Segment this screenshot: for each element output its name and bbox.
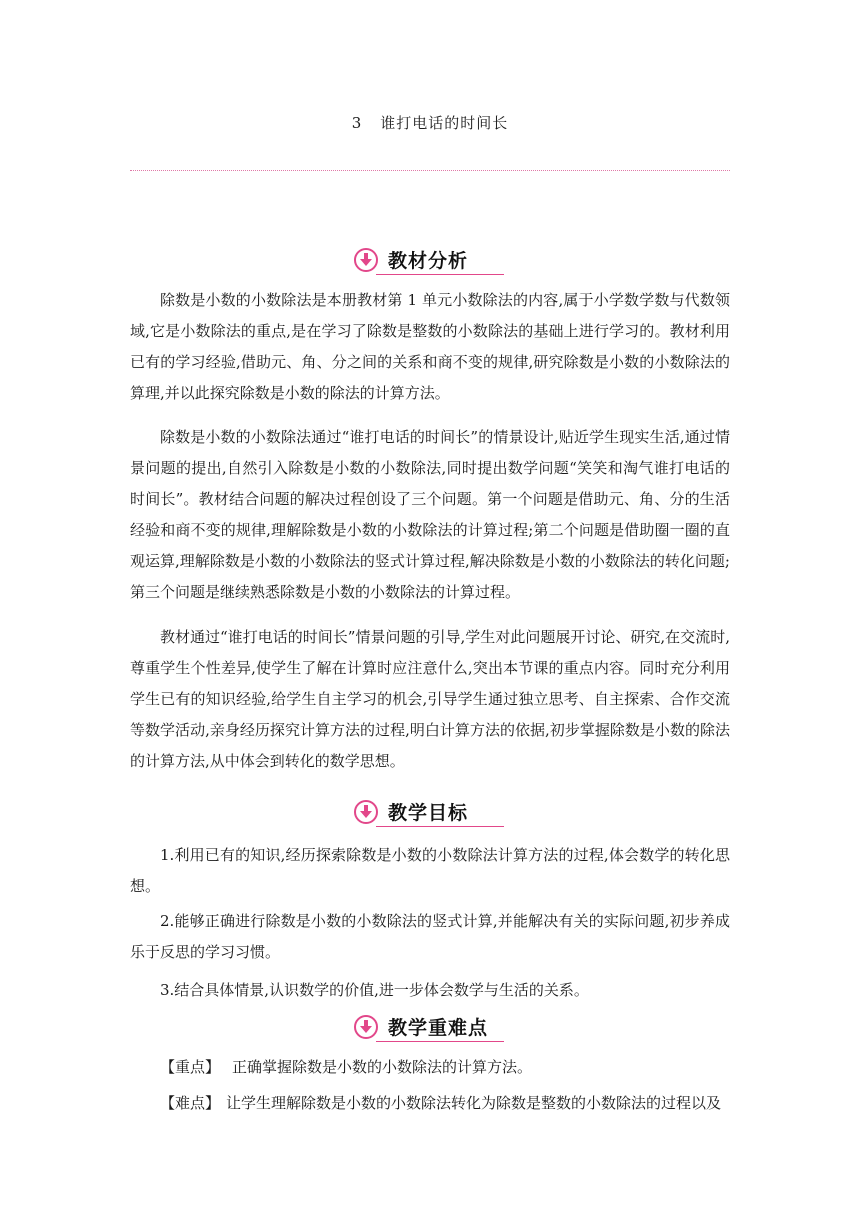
chapter-number: 3 — [351, 114, 363, 132]
key-point-text: 正确掌握除数是小数的小数除法的计算方法。 — [232, 1058, 533, 1076]
goal-item-3: 3.结合具体情景,认识数学的价值,进一步体会数学与生活的关系。 — [160, 981, 589, 999]
goal-item-1: 1.利用已有的知识,经历探索除数是小数的小数除法计算方法的过程,体会数学的转化思想。 — [130, 846, 730, 895]
header-divider — [130, 170, 730, 171]
analysis-paragraph-3: 教材通过“谁打电话的时间长”情景问题的引导,学生对此问题展开讨论、研究,在交流时,尊重学生个性差异,使学生了解在计算时应注意什么,突出本节课的重点内容。同时充分利用学生已有的知识经验,给学生自主学习的机会,引导学生通过独立思考、自主探索、合作交流等数学活动,亲身经历探究计算方法的过程,明白计算方法的依据,初步掌握除数是小数的除法的计算方法,从中体会到转化的数学思想。 — [130, 628, 730, 770]
difficulty-line — [130, 1088, 730, 1119]
section-underline — [376, 826, 504, 827]
section-heading-goals — [354, 798, 504, 828]
down-arrow-icon — [354, 800, 378, 824]
chapter-title-text: 谁打电话的时间长 — [380, 114, 509, 132]
section-underline — [376, 1041, 504, 1042]
down-arrow-icon — [354, 248, 378, 272]
difficulty-label: 【难点】 — [160, 1094, 221, 1112]
key-point-line — [130, 1052, 730, 1083]
analysis-paragraph-2: 除数是小数的小数除法通过“谁打电话的时间长”的情景设计,贴近学生现实生活,通过情景问题的提出,自然引入除数是小数的小数除法,同时提出数学问题“笑笑和淘气谁打电话的时间长”。教材结合问题的解决过程创设了三个问题。第一个问题是借助元、角、分的生活经验和商不变的规律,理解除数是小数的小数除法的计算过程;第二个问题是借助圈一圈的直观运算,理解除数是小数的小数除法的竖式计算过程,解决除数是小数的小数除法的转化问题;第三个问题是继续熟悉除数是小数的小数除法的计算过程。 — [130, 428, 730, 601]
section-underline — [376, 274, 504, 275]
down-arrow-icon — [354, 1015, 378, 1039]
section-heading-key-points — [354, 1013, 504, 1043]
section-title-analysis: 教材分析 — [388, 250, 469, 272]
chapter-title — [0, 112, 860, 133]
section-title-goals: 教学目标 — [388, 802, 469, 824]
key-point-label: 【重点】 — [160, 1058, 221, 1076]
difficulty-text: 让学生理解除数是小数的小数除法转化为除数是整数的小数除法的过程以及 — [226, 1094, 722, 1112]
goal-item-2: 2.能够正确进行除数是小数的小数除法的竖式计算,并能解决有关的实际问题,初步养成乐于反思的学习习惯。 — [130, 912, 730, 961]
analysis-paragraph-1: 除数是小数的小数除法是本册教材第 1 单元小数除法的内容,属于小学数学数与代数领域,它是小数除法的重点,是在学习了除数是整数的小数除法的基础上进行学习的。教材利用已有的学习经验,借助元、角、分之间的关系和商不变的规律,研究除数是小数的小数除法的算理,并以此探究除数是小数的除法的计算方法。 — [130, 291, 730, 402]
section-heading-analysis — [354, 246, 504, 276]
section-title-key-points: 教学重难点 — [388, 1017, 489, 1039]
